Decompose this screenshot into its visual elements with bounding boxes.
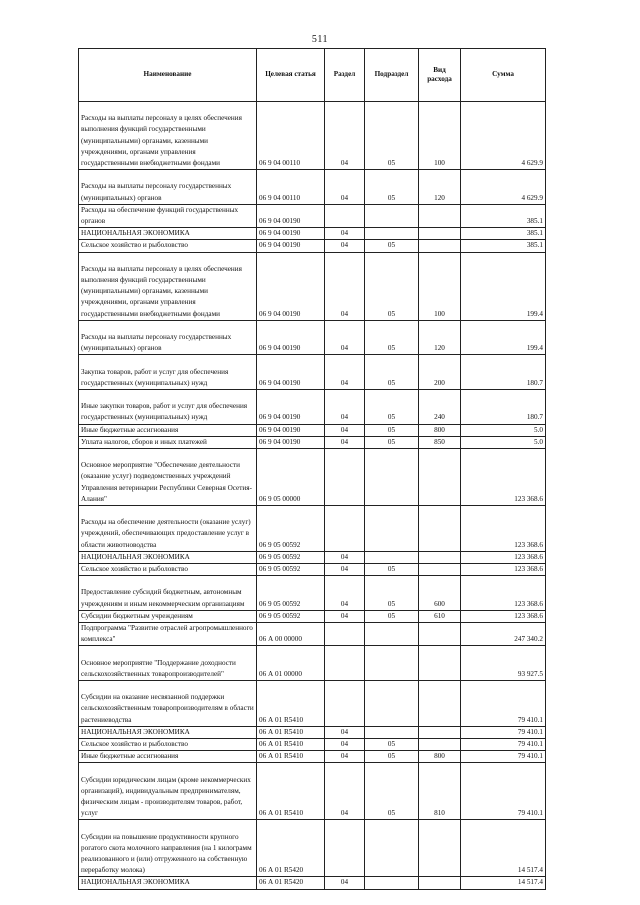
cell-name: НАЦИОНАЛЬНАЯ ЭКОНОМИКА	[79, 551, 257, 563]
cell-subsection	[365, 448, 419, 505]
cell-section: 04	[325, 551, 365, 563]
cell-subsection	[365, 551, 419, 563]
cell-section	[325, 204, 365, 227]
cell-section	[325, 646, 365, 681]
cell-section: 04	[325, 610, 365, 622]
cell-sum: 79 410.1	[461, 751, 546, 763]
cell-sum: 5.0	[461, 424, 546, 436]
cell-section: 04	[325, 228, 365, 240]
cell-name: Расходы на выплаты персоналу в целях обеспечения выполнения функций государственными (муниципальными) органами, казенными учреждениями, органами управления государственными внебюджетными фондами	[79, 252, 257, 320]
budget-table	[78, 48, 546, 890]
cell-article: 06 9 05 00592	[257, 576, 325, 611]
cell-article: 06 А 01 00000	[257, 646, 325, 681]
cell-article: 06 9 04 00110	[257, 170, 325, 205]
cell-name: Субсидии юридическим лицам (кроме некоммерческих организаций), индивидуальным предпринимателям, физическим лицам - производителям товаров, работ, услуг	[79, 763, 257, 820]
cell-sum: 123 368.6	[461, 505, 546, 551]
cell-expense-type	[419, 563, 461, 575]
cell-expense-type: 850	[419, 436, 461, 448]
table-row	[79, 877, 546, 889]
cell-section: 04	[325, 102, 365, 170]
table-row	[79, 320, 546, 355]
table-row	[79, 622, 546, 645]
cell-subsection	[365, 680, 419, 726]
cell-article: 06 9 04 00190	[257, 355, 325, 390]
cell-expense-type	[419, 820, 461, 877]
cell-section: 04	[325, 738, 365, 750]
cell-expense-type	[419, 505, 461, 551]
cell-name: Иные закупки товаров, работ и услуг для обеспечения государственных (муниципальных) нужд	[79, 389, 257, 424]
cell-subsection: 05	[365, 320, 419, 355]
cell-sum: 247 340.2	[461, 622, 546, 645]
table-row	[79, 576, 546, 611]
cell-article: 06 А 01 R5410	[257, 763, 325, 820]
table-row	[79, 355, 546, 390]
table-row	[79, 551, 546, 563]
table-row	[79, 763, 546, 820]
table-row	[79, 424, 546, 436]
cell-name: НАЦИОНАЛЬНАЯ ЭКОНОМИКА	[79, 228, 257, 240]
cell-subsection	[365, 204, 419, 227]
cell-sum: 79 410.1	[461, 763, 546, 820]
cell-name: Сельское хозяйство и рыболовство	[79, 563, 257, 575]
cell-subsection: 05	[365, 170, 419, 205]
cell-name: Субсидии на оказание несвязанной поддержки сельскохозяйственным товаропроизводителям в области растениеводства	[79, 680, 257, 726]
cell-sum: 14 517.4	[461, 877, 546, 889]
header-subsection: Подраздел	[365, 49, 419, 102]
table-row	[79, 726, 546, 738]
table-row	[79, 751, 546, 763]
cell-section: 04	[325, 877, 365, 889]
table-row	[79, 610, 546, 622]
cell-expense-type: 100	[419, 252, 461, 320]
cell-section: 04	[325, 563, 365, 575]
table-row	[79, 252, 546, 320]
cell-name: Субсидии на повышение продуктивности крупного рогатого скота молочного направления (на 1 килограмм реализованного и (или) отгруженного на собственную переработку молока)	[79, 820, 257, 877]
cell-expense-type	[419, 726, 461, 738]
cell-sum: 385.1	[461, 228, 546, 240]
cell-expense-type	[419, 448, 461, 505]
cell-expense-type	[419, 646, 461, 681]
cell-expense-type: 810	[419, 763, 461, 820]
table-row	[79, 204, 546, 227]
cell-sum: 79 410.1	[461, 680, 546, 726]
cell-name: НАЦИОНАЛЬНАЯ ЭКОНОМИКА	[79, 726, 257, 738]
cell-sum: 93 927.5	[461, 646, 546, 681]
cell-expense-type: 120	[419, 170, 461, 205]
table-row	[79, 646, 546, 681]
cell-subsection: 05	[365, 240, 419, 252]
cell-section	[325, 505, 365, 551]
cell-sum: 385.1	[461, 240, 546, 252]
cell-sum: 180.7	[461, 389, 546, 424]
cell-sum: 4 629.9	[461, 170, 546, 205]
cell-subsection	[365, 726, 419, 738]
table-row	[79, 505, 546, 551]
table-body	[79, 102, 546, 890]
cell-article: 06 9 04 00190	[257, 204, 325, 227]
cell-sum: 79 410.1	[461, 738, 546, 750]
cell-sum: 123 368.6	[461, 576, 546, 611]
cell-name: Предоставление субсидий бюджетным, автономным учреждениям и иным некоммерческим организациям	[79, 576, 257, 611]
cell-name: Иные бюджетные ассигнования	[79, 751, 257, 763]
cell-section: 04	[325, 436, 365, 448]
cell-section: 04	[325, 726, 365, 738]
cell-name: Расходы на обеспечение деятельности (оказание услуг) учреждений, обеспечивающих предоставление услуг в области животноводства	[79, 505, 257, 551]
table-row	[79, 240, 546, 252]
cell-article: 06 А 01 R5410	[257, 726, 325, 738]
cell-sum: 123 368.6	[461, 551, 546, 563]
header-section: Раздел	[325, 49, 365, 102]
table-row	[79, 436, 546, 448]
cell-subsection: 05	[365, 436, 419, 448]
cell-sum: 180.7	[461, 355, 546, 390]
cell-name: Иные бюджетные ассигнования	[79, 424, 257, 436]
cell-expense-type: 600	[419, 576, 461, 611]
cell-subsection: 05	[365, 763, 419, 820]
cell-article: 06 9 04 00190	[257, 389, 325, 424]
cell-subsection: 05	[365, 355, 419, 390]
table-row	[79, 738, 546, 750]
cell-subsection: 05	[365, 738, 419, 750]
table-row	[79, 228, 546, 240]
cell-article: 06 9 05 00592	[257, 505, 325, 551]
cell-expense-type	[419, 551, 461, 563]
cell-sum: 385.1	[461, 204, 546, 227]
cell-section: 04	[325, 424, 365, 436]
cell-subsection	[365, 505, 419, 551]
cell-section: 04	[325, 320, 365, 355]
table-row	[79, 448, 546, 505]
cell-article: 06 9 04 00190	[257, 252, 325, 320]
cell-article: 06 9 05 00592	[257, 610, 325, 622]
cell-article: 06 А 01 R5410	[257, 680, 325, 726]
cell-section	[325, 448, 365, 505]
cell-expense-type: 100	[419, 102, 461, 170]
cell-article: 06 9 04 00190	[257, 240, 325, 252]
page-number: 511	[311, 34, 329, 45]
cell-article: 06 А 00 00000	[257, 622, 325, 645]
cell-subsection: 05	[365, 389, 419, 424]
cell-expense-type: 240	[419, 389, 461, 424]
cell-article: 06 А 01 R5410	[257, 738, 325, 750]
cell-expense-type	[419, 240, 461, 252]
cell-subsection: 05	[365, 576, 419, 611]
cell-expense-type	[419, 877, 461, 889]
cell-subsection	[365, 646, 419, 681]
table-row	[79, 820, 546, 877]
cell-subsection: 05	[365, 252, 419, 320]
cell-subsection: 05	[365, 102, 419, 170]
cell-article: 06 А 01 R5420	[257, 820, 325, 877]
cell-name: Сельское хозяйство и рыболовство	[79, 738, 257, 750]
cell-sum: 5.0	[461, 436, 546, 448]
cell-name: Сельское хозяйство и рыболовство	[79, 240, 257, 252]
cell-sum: 199.4	[461, 320, 546, 355]
cell-expense-type	[419, 204, 461, 227]
cell-section: 04	[325, 355, 365, 390]
cell-subsection: 05	[365, 424, 419, 436]
cell-subsection	[365, 877, 419, 889]
cell-section: 04	[325, 751, 365, 763]
cell-section: 04	[325, 170, 365, 205]
cell-expense-type: 610	[419, 610, 461, 622]
cell-expense-type	[419, 680, 461, 726]
header-sum: Сумма	[461, 49, 546, 102]
cell-section: 04	[325, 252, 365, 320]
cell-article: 06 А 01 R5420	[257, 877, 325, 889]
table-row	[79, 102, 546, 170]
cell-name: Расходы на выплаты персоналу в целях обеспечения выполнения функций государственными (муниципальными) органами, казенными учреждениями, органами управления государственными внебюджетными фондами	[79, 102, 257, 170]
cell-sum: 79 410.1	[461, 726, 546, 738]
table-row	[79, 170, 546, 205]
header-name: Наименование	[79, 49, 257, 102]
cell-section: 04	[325, 240, 365, 252]
cell-name: Субсидии бюджетным учреждениям	[79, 610, 257, 622]
cell-expense-type	[419, 622, 461, 645]
cell-sum: 123 368.6	[461, 610, 546, 622]
cell-sum: 123 368.6	[461, 448, 546, 505]
cell-subsection	[365, 622, 419, 645]
cell-article: 06 А 01 R5410	[257, 751, 325, 763]
cell-name: Основное мероприятие "Поддержание доходности сельскохозяйственных товаропроизводителей"	[79, 646, 257, 681]
cell-article: 06 9 04 00190	[257, 436, 325, 448]
cell-name: НАЦИОНАЛЬНАЯ ЭКОНОМИКА	[79, 877, 257, 889]
cell-subsection: 05	[365, 563, 419, 575]
cell-expense-type: 120	[419, 320, 461, 355]
cell-subsection: 05	[365, 610, 419, 622]
cell-expense-type: 800	[419, 751, 461, 763]
cell-name: Уплата налогов, сборов и иных платежей	[79, 436, 257, 448]
cell-article: 06 9 05 00592	[257, 563, 325, 575]
table-row	[79, 389, 546, 424]
cell-name: Закупка товаров, работ и услуг для обеспечения государственных (муниципальных) нужд	[79, 355, 257, 390]
cell-section: 04	[325, 576, 365, 611]
cell-subsection	[365, 228, 419, 240]
cell-expense-type: 200	[419, 355, 461, 390]
cell-sum: 199.4	[461, 252, 546, 320]
table-header-row	[79, 49, 546, 102]
cell-article: 06 9 04 00190	[257, 228, 325, 240]
cell-expense-type	[419, 738, 461, 750]
cell-name: Расходы на выплаты персоналу государственных (муниципальных) органов	[79, 170, 257, 205]
header-expense-type: Вид расхода	[419, 49, 461, 102]
cell-expense-type: 800	[419, 424, 461, 436]
cell-article: 06 9 04 00110	[257, 102, 325, 170]
cell-subsection: 05	[365, 751, 419, 763]
cell-section: 04	[325, 763, 365, 820]
cell-article: 06 9 04 00190	[257, 424, 325, 436]
header-article: Целевая статья	[257, 49, 325, 102]
cell-section: 04	[325, 389, 365, 424]
cell-sum: 14 517.4	[461, 820, 546, 877]
cell-name: Расходы на обеспечение функций государственных органов	[79, 204, 257, 227]
cell-article: 06 9 04 00190	[257, 320, 325, 355]
cell-name: Подпрограмма "Развитие отраслей агропромышленного комплекса"	[79, 622, 257, 645]
cell-sum: 123 368.6	[461, 563, 546, 575]
cell-article: 06 9 05 00000	[257, 448, 325, 505]
cell-article: 06 9 05 00592	[257, 551, 325, 563]
table-row	[79, 563, 546, 575]
cell-section	[325, 680, 365, 726]
cell-section	[325, 820, 365, 877]
table-row	[79, 680, 546, 726]
cell-expense-type	[419, 228, 461, 240]
cell-subsection	[365, 820, 419, 877]
cell-sum: 4 629.9	[461, 102, 546, 170]
cell-section	[325, 622, 365, 645]
cell-name: Основное мероприятие "Обеспечение деятельности (оказание услуг) подведомственных учреждений Управления ветеринарии Республики Северная Осетия-Алания"	[79, 448, 257, 505]
cell-name: Расходы на выплаты персоналу государственных (муниципальных) органов	[79, 320, 257, 355]
